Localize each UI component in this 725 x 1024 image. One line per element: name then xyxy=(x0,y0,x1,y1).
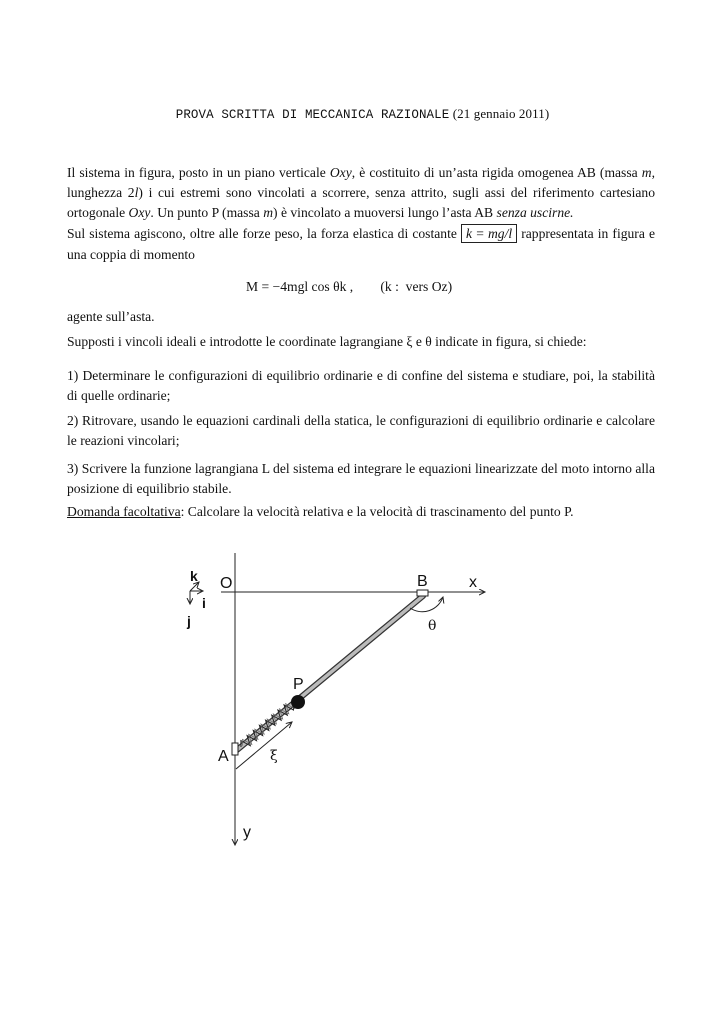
k-label: k xyxy=(190,568,198,584)
agente-line: agente sull’asta. xyxy=(67,309,155,324)
moment-formula: M = −4mgl cos θk , (k : vers Oz) xyxy=(246,279,453,294)
i-label: i xyxy=(202,595,206,611)
y-label: y xyxy=(243,824,251,841)
forces-paragraph: Sul sistema agiscono, oltre alle forze peso, la forza elastica di costante k = mg/l rappresentata in figura e una coppia di momento xyxy=(67,226,655,262)
rod-ab xyxy=(237,596,423,750)
x-label: x xyxy=(469,574,477,591)
question-2: 2) Ritrovare, usando le equazioni cardinali della statica, le configurazioni di equilibrio ordinarie e calcolare le reazioni vincolari; xyxy=(67,413,655,448)
exam-date: (21 gennaio 2011) xyxy=(452,106,550,121)
supposti-line: Supposti i vincoli ideali e introdotte le coordinate lagrangiane ξ e θ indicate in figura, si chiede: xyxy=(67,334,587,349)
spring-constant-box: k = mg/l xyxy=(461,224,517,243)
j-label: j xyxy=(187,613,191,629)
origin-label: O xyxy=(220,575,233,592)
a-label: A xyxy=(218,748,229,765)
theta-label: θ xyxy=(428,618,437,634)
unit-vectors xyxy=(186,568,206,629)
b-label: B xyxy=(417,573,428,590)
optional-text: : Calcolare la velocità relativa e la velocità di trascinamento del punto P. xyxy=(180,504,574,519)
xi-label: ξ xyxy=(270,748,278,764)
optional-label: Domanda facoltativa xyxy=(67,504,181,519)
question-3: 3) Scrivere la funzione lagrangiana L del sistema ed integrare le equazioni linearizzate del moto intorno alla posizione di equilibrio stabile. xyxy=(67,461,655,496)
slider-a xyxy=(232,743,238,755)
p-label: P xyxy=(293,676,304,693)
question-1: 1) Determinare le configurazioni di equilibrio ordinarie e di confine del sistema e studiare, poi, la stabilità di quelle ordinarie; xyxy=(67,368,655,403)
exam-title-text: PROVA SCRITTA DI MECCANICA RAZIONALE xyxy=(175,108,450,122)
intro-paragraph: Il sistema in figura, posto in un piano verticale Oxy, è costituito di un’asta rigida omogenea AB (massa m, lunghezza 2l) i cui estremi sono vincolati a scorrere, senza attrito, sugli assi del riferimento cartesiano ortogonale Oxy. Un punto P (massa m) è vincolato a muoversi lungo l’asta AB senza uscirne. xyxy=(67,165,655,220)
slider-b xyxy=(417,590,428,596)
point-p xyxy=(291,695,305,709)
